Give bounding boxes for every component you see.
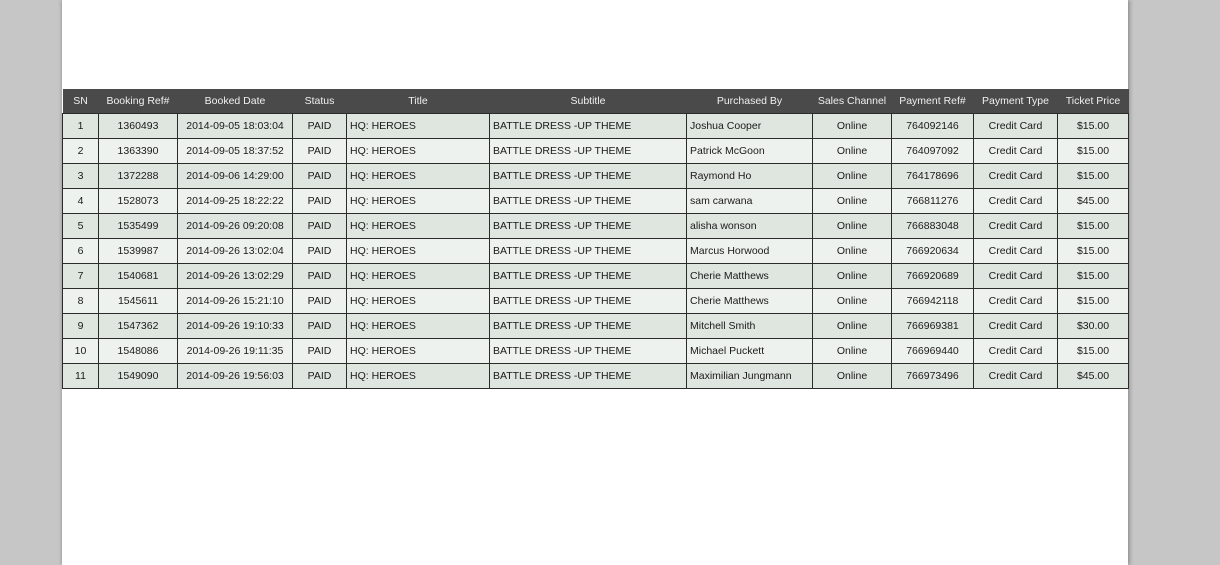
table-row: [63, 289, 1129, 314]
bookings-table: [62, 89, 1129, 389]
cell-booked-date: 2014-09-26 13:02:29: [178, 264, 293, 289]
cell-subtitle: BATTLE DRESS -UP THEME: [490, 239, 687, 264]
cell-booked-date: 2014-09-26 19:10:33: [178, 314, 293, 339]
cell-title: HQ: HEROES: [347, 314, 490, 339]
col-header-title: Title: [347, 89, 490, 114]
table-row: [63, 339, 1129, 364]
cell-ticket-price: $45.00: [1058, 364, 1129, 389]
cell-status: PAID: [293, 214, 347, 239]
cell-booking-ref: 1528073: [99, 189, 178, 214]
cell-status: PAID: [293, 164, 347, 189]
table-header-row: [63, 89, 1129, 114]
cell-purchased-by: Joshua Cooper: [687, 114, 813, 139]
cell-sales-channel: Online: [813, 189, 892, 214]
cell-booking-ref: 1360493: [99, 114, 178, 139]
cell-sales-channel: Online: [813, 339, 892, 364]
cell-payment-ref: 766920689: [892, 264, 974, 289]
col-header-ticket-price: Ticket Price: [1058, 89, 1129, 114]
table-row: [63, 264, 1129, 289]
cell-status: PAID: [293, 189, 347, 214]
cell-sn: 2: [63, 139, 99, 164]
cell-sn: 9: [63, 314, 99, 339]
cell-purchased-by: Maximilian Jungmann: [687, 364, 813, 389]
table-row: [63, 314, 1129, 339]
cell-payment-ref: 766969440: [892, 339, 974, 364]
table-row: [63, 189, 1129, 214]
cell-title: HQ: HEROES: [347, 114, 490, 139]
cell-status: PAID: [293, 264, 347, 289]
cell-booking-ref: 1372288: [99, 164, 178, 189]
cell-subtitle: BATTLE DRESS -UP THEME: [490, 214, 687, 239]
cell-status: PAID: [293, 239, 347, 264]
cell-sn: 11: [63, 364, 99, 389]
cell-booked-date: 2014-09-26 15:21:10: [178, 289, 293, 314]
cell-booking-ref: 1539987: [99, 239, 178, 264]
cell-ticket-price: $15.00: [1058, 214, 1129, 239]
cell-payment-ref: 766973496: [892, 364, 974, 389]
cell-sales-channel: Online: [813, 264, 892, 289]
cell-status: PAID: [293, 114, 347, 139]
cell-payment-type: Credit Card: [974, 164, 1058, 189]
table-row: [63, 364, 1129, 389]
col-header-payment-type: Payment Type: [974, 89, 1058, 114]
cell-purchased-by: Raymond Ho: [687, 164, 813, 189]
cell-payment-type: Credit Card: [974, 289, 1058, 314]
cell-subtitle: BATTLE DRESS -UP THEME: [490, 114, 687, 139]
cell-sn: 7: [63, 264, 99, 289]
cell-purchased-by: Marcus Horwood: [687, 239, 813, 264]
cell-booking-ref: 1363390: [99, 139, 178, 164]
cell-payment-ref: 764092146: [892, 114, 974, 139]
cell-payment-type: Credit Card: [974, 114, 1058, 139]
cell-booking-ref: 1548086: [99, 339, 178, 364]
cell-ticket-price: $15.00: [1058, 264, 1129, 289]
cell-sales-channel: Online: [813, 239, 892, 264]
cell-payment-ref: 766969381: [892, 314, 974, 339]
cell-ticket-price: $30.00: [1058, 314, 1129, 339]
cell-purchased-by: Mitchell Smith: [687, 314, 813, 339]
cell-ticket-price: $15.00: [1058, 114, 1129, 139]
table-row: [63, 214, 1129, 239]
cell-sn: 1: [63, 114, 99, 139]
cell-ticket-price: $45.00: [1058, 189, 1129, 214]
cell-booking-ref: 1545611: [99, 289, 178, 314]
table-row: [63, 114, 1129, 139]
cell-payment-type: Credit Card: [974, 339, 1058, 364]
table-row: [63, 239, 1129, 264]
cell-booked-date: 2014-09-26 19:11:35: [178, 339, 293, 364]
cell-sales-channel: Online: [813, 289, 892, 314]
cell-sn: 6: [63, 239, 99, 264]
cell-payment-ref: 766883048: [892, 214, 974, 239]
cell-payment-ref: 766942118: [892, 289, 974, 314]
cell-status: PAID: [293, 289, 347, 314]
cell-ticket-price: $15.00: [1058, 164, 1129, 189]
cell-title: HQ: HEROES: [347, 264, 490, 289]
cell-booked-date: 2014-09-26 09:20:08: [178, 214, 293, 239]
col-header-status: Status: [293, 89, 347, 114]
cell-status: PAID: [293, 339, 347, 364]
cell-booking-ref: 1535499: [99, 214, 178, 239]
cell-sn: 3: [63, 164, 99, 189]
cell-title: HQ: HEROES: [347, 289, 490, 314]
cell-title: HQ: HEROES: [347, 364, 490, 389]
cell-purchased-by: Cherie Matthews: [687, 289, 813, 314]
cell-payment-type: Credit Card: [974, 364, 1058, 389]
cell-purchased-by: Patrick McGoon: [687, 139, 813, 164]
cell-booked-date: 2014-09-25 18:22:22: [178, 189, 293, 214]
cell-payment-ref: 764178696: [892, 164, 974, 189]
cell-payment-type: Credit Card: [974, 264, 1058, 289]
cell-title: HQ: HEROES: [347, 189, 490, 214]
cell-ticket-price: $15.00: [1058, 239, 1129, 264]
cell-booking-ref: 1549090: [99, 364, 178, 389]
cell-subtitle: BATTLE DRESS -UP THEME: [490, 264, 687, 289]
cell-payment-type: Credit Card: [974, 239, 1058, 264]
document-page: [62, 0, 1128, 565]
cell-subtitle: BATTLE DRESS -UP THEME: [490, 289, 687, 314]
cell-sales-channel: Online: [813, 114, 892, 139]
cell-status: PAID: [293, 364, 347, 389]
cell-payment-ref: 766920634: [892, 239, 974, 264]
cell-sales-channel: Online: [813, 314, 892, 339]
cell-sales-channel: Online: [813, 139, 892, 164]
cell-sn: 5: [63, 214, 99, 239]
cell-booked-date: 2014-09-26 13:02:04: [178, 239, 293, 264]
cell-purchased-by: sam carwana: [687, 189, 813, 214]
cell-booking-ref: 1540681: [99, 264, 178, 289]
cell-sales-channel: Online: [813, 164, 892, 189]
col-header-sn: SN: [63, 89, 99, 114]
cell-subtitle: BATTLE DRESS -UP THEME: [490, 314, 687, 339]
cell-sales-channel: Online: [813, 364, 892, 389]
cell-ticket-price: $15.00: [1058, 139, 1129, 164]
cell-subtitle: BATTLE DRESS -UP THEME: [490, 164, 687, 189]
cell-status: PAID: [293, 139, 347, 164]
cell-title: HQ: HEROES: [347, 164, 490, 189]
cell-status: PAID: [293, 314, 347, 339]
col-header-booking-ref: Booking Ref#: [99, 89, 178, 114]
cell-payment-type: Credit Card: [974, 314, 1058, 339]
cell-sn: 10: [63, 339, 99, 364]
cell-title: HQ: HEROES: [347, 239, 490, 264]
col-header-subtitle: Subtitle: [490, 89, 687, 114]
cell-payment-ref: 764097092: [892, 139, 974, 164]
cell-ticket-price: $15.00: [1058, 289, 1129, 314]
cell-subtitle: BATTLE DRESS -UP THEME: [490, 364, 687, 389]
cell-subtitle: BATTLE DRESS -UP THEME: [490, 139, 687, 164]
cell-sales-channel: Online: [813, 214, 892, 239]
cell-subtitle: BATTLE DRESS -UP THEME: [490, 339, 687, 364]
cell-sn: 8: [63, 289, 99, 314]
col-header-booked-date: Booked Date: [178, 89, 293, 114]
cell-sn: 4: [63, 189, 99, 214]
cell-title: HQ: HEROES: [347, 339, 490, 364]
table-row: [63, 164, 1129, 189]
col-header-sales-channel: Sales Channel: [813, 89, 892, 114]
cell-title: HQ: HEROES: [347, 139, 490, 164]
cell-subtitle: BATTLE DRESS -UP THEME: [490, 189, 687, 214]
col-header-payment-ref: Payment Ref#: [892, 89, 974, 114]
cell-booked-date: 2014-09-05 18:37:52: [178, 139, 293, 164]
cell-payment-type: Credit Card: [974, 139, 1058, 164]
cell-booking-ref: 1547362: [99, 314, 178, 339]
cell-purchased-by: Cherie Matthews: [687, 264, 813, 289]
cell-title: HQ: HEROES: [347, 214, 490, 239]
col-header-purchased-by: Purchased By: [687, 89, 813, 114]
cell-booked-date: 2014-09-05 18:03:04: [178, 114, 293, 139]
cell-booked-date: 2014-09-26 19:56:03: [178, 364, 293, 389]
cell-payment-type: Credit Card: [974, 214, 1058, 239]
cell-ticket-price: $15.00: [1058, 339, 1129, 364]
cell-purchased-by: alisha wonson: [687, 214, 813, 239]
table-row: [63, 139, 1129, 164]
cell-booked-date: 2014-09-06 14:29:00: [178, 164, 293, 189]
cell-purchased-by: Michael Puckett: [687, 339, 813, 364]
cell-payment-type: Credit Card: [974, 189, 1058, 214]
cell-payment-ref: 766811276: [892, 189, 974, 214]
